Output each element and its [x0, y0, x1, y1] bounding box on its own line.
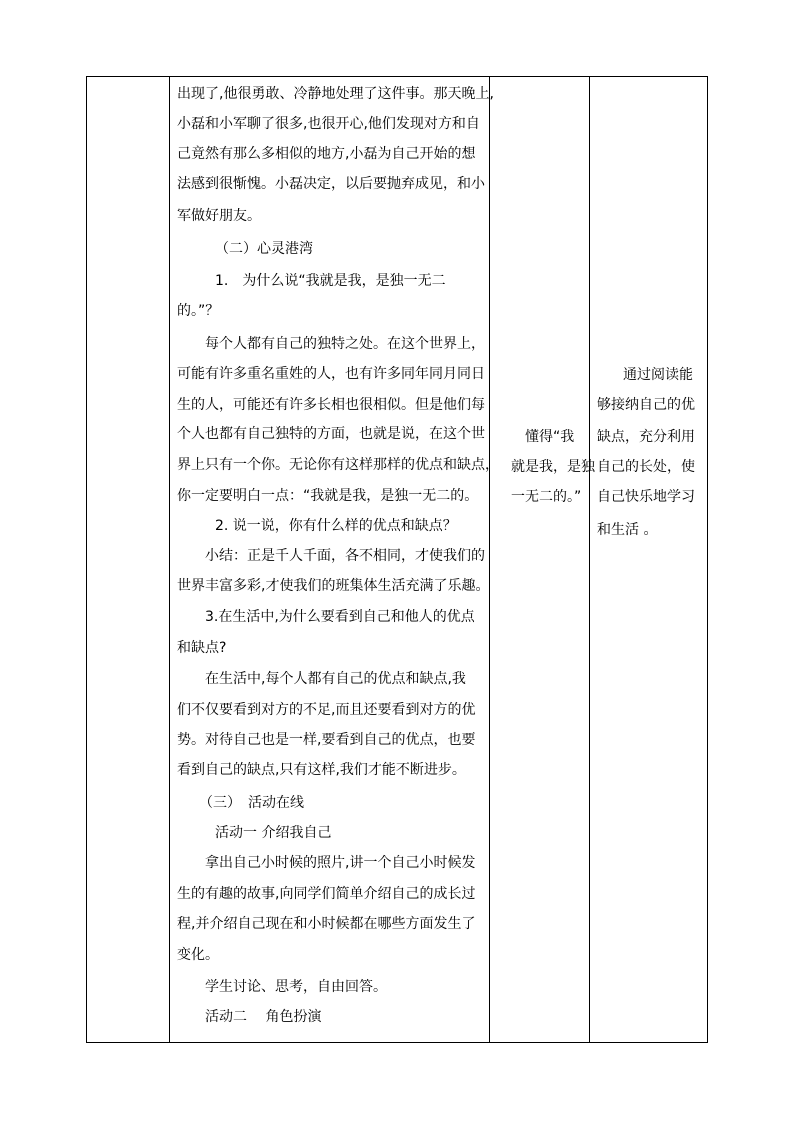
content-line: 小磊和小军聊了很多,也很开心,他们发现对方和自 [177, 116, 480, 132]
goal-line: 一无二的。” [511, 489, 582, 505]
content-line: 程,并介绍自己现在和小时候都在哪些方面发生了 [177, 916, 476, 932]
content-line: 生的人，可能还有许多长相也很相似。但是他们每 [177, 397, 485, 413]
content-line: （二）心灵港湾 [215, 241, 313, 257]
content-line: 出现了,他很勇敢、冷静地处理了这件事。那天晚上, [177, 86, 494, 102]
content-line: 看到自己的缺点,只有这样,我们才能不断进步。 [177, 762, 466, 778]
intent-line: 缺点，充分利用 [597, 429, 695, 445]
content-line: 拿出自己小时候的照片,讲一个自己小时候发 [205, 855, 476, 871]
content-line: 的。”？ [177, 303, 220, 319]
content-line: （三） 活动在线 [199, 795, 304, 811]
content-line: 3.在生活中,为什么要看到自己和他人的优点 [205, 609, 475, 625]
content-line: 在生活中,每个人都有自己的优点和缺点,我 [205, 671, 466, 687]
content-line: 己竟然有那么多相似的地方,小磊为自己开始的想 [177, 146, 476, 162]
intent-line: 自己的长处，使 [597, 459, 695, 475]
intent-line: 和生活 。 [597, 522, 658, 538]
content-line: 界上只有一个你。无论你有这样那样的优点和缺点， [177, 457, 499, 473]
content-line: 势。对待自己也是一样,要看到自己的优点，也要 [177, 732, 476, 748]
content-line: 法感到很惭愧。小磊决定，以后要抛弃成见，和小 [177, 176, 485, 192]
content-line: 和缺点? [177, 640, 227, 656]
goal-line: 懂得“我 [525, 429, 575, 445]
content-line: 可能有许多重名重姓的人，也有许多同年同月同日 [177, 366, 485, 382]
column-divider [169, 77, 170, 1042]
content-line: 小结：正是千人千面，各不相同，才使我们的 [205, 548, 485, 564]
lesson-table [86, 76, 708, 1043]
column-divider [489, 77, 490, 1042]
content-line: 生的有趣的故事,向同学们简单介绍自己的成长过 [177, 886, 476, 902]
content-line: 们不仅要看到对方的不足,而且还要看到对方的优 [177, 702, 476, 718]
content-line: 学生讨论、思考，自由回答。 [205, 979, 387, 995]
content-line: 活动二 角色扮演 [205, 1009, 322, 1025]
content-line: 军做好朋友。 [177, 208, 261, 224]
content-line: 活动一 介绍我自己 [215, 825, 332, 841]
content-line: 2. 说一说，你有什么样的优点和缺点？ [215, 518, 457, 534]
content-line: 1. 为什么说“我就是我，是独一无二 [215, 273, 446, 289]
content-line: 个人也都有自己独特的方面，也就是说，在这个世 [177, 426, 485, 442]
column-divider [589, 77, 590, 1042]
intent-line: 够接纳自己的优 [597, 397, 695, 413]
content-line: 每个人都有自己的独特之处。在这个世界上， [205, 336, 485, 352]
content-line: 变化。 [177, 947, 219, 963]
intent-line: 通过阅读能 [623, 367, 693, 383]
content-line: 世界丰富多彩,才使我们的班集体生活充满了乐趣。 [177, 578, 490, 594]
content-line: 你一定要明白一点：“我就是我，是独一无二的。 [177, 488, 479, 504]
intent-line: 自己快乐地学习 [597, 489, 695, 505]
goal-line: 就是我，是独 [511, 459, 595, 475]
